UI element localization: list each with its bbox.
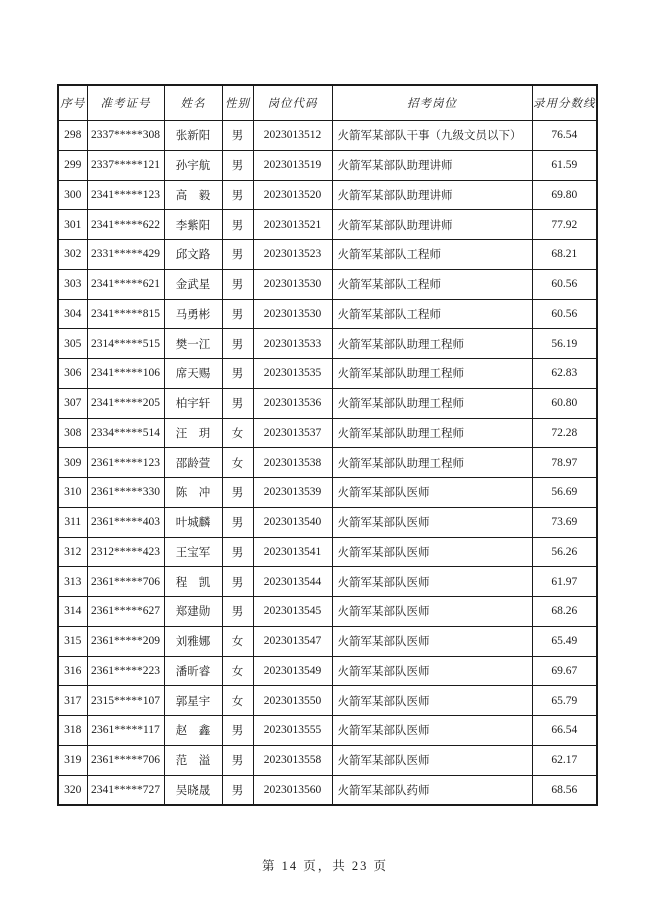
table-cell: 火箭军某部队药师 xyxy=(332,775,532,805)
table-cell: 女 xyxy=(222,418,253,448)
table-row xyxy=(58,745,597,775)
table-cell: 邵龄萱 xyxy=(164,448,222,478)
table-cell: 309 xyxy=(58,448,87,478)
table-cell: 汪 玥 xyxy=(164,418,222,448)
table-row xyxy=(58,656,597,686)
table-cell: 298 xyxy=(58,121,87,151)
table-cell: 69.80 xyxy=(532,180,597,210)
table-cell: 火箭军某部队助理工程师 xyxy=(332,418,532,448)
table-cell: 李紫阳 xyxy=(164,210,222,240)
table-cell: 男 xyxy=(222,269,253,299)
table-cell: 2314*****515 xyxy=(87,329,164,359)
table-cell: 男 xyxy=(222,745,253,775)
table-cell: 男 xyxy=(222,299,253,329)
table-cell: 火箭军某部队助理讲师 xyxy=(332,150,532,180)
table-cell: 高 毅 xyxy=(164,180,222,210)
table-cell: 316 xyxy=(58,656,87,686)
table-cell: 62.83 xyxy=(532,359,597,389)
score-table xyxy=(57,84,598,806)
table-row xyxy=(58,537,597,567)
table-cell: 2023013558 xyxy=(253,745,332,775)
table-cell: 火箭军某部队医师 xyxy=(332,478,532,508)
table-cell: 男 xyxy=(222,507,253,537)
table-row xyxy=(58,686,597,716)
table-cell: 火箭军某部队医师 xyxy=(332,745,532,775)
table-cell: 女 xyxy=(222,686,253,716)
table-cell: 火箭军某部队医师 xyxy=(332,626,532,656)
table-cell: 火箭军某部队干事（九级文员以下） xyxy=(332,121,532,151)
table-cell: 60.80 xyxy=(532,388,597,418)
table-cell: 邱文路 xyxy=(164,240,222,270)
table-cell: 2312*****423 xyxy=(87,537,164,567)
table-cell: 男 xyxy=(222,240,253,270)
table-cell: 62.17 xyxy=(532,745,597,775)
table-row xyxy=(58,418,597,448)
table-cell: 男 xyxy=(222,359,253,389)
table-cell: 2337*****308 xyxy=(87,121,164,151)
table-cell: 307 xyxy=(58,388,87,418)
table-cell: 火箭军某部队医师 xyxy=(332,537,532,567)
table-cell: 火箭军某部队助理讲师 xyxy=(332,210,532,240)
table-cell: 305 xyxy=(58,329,87,359)
table-cell: 潘昕睿 xyxy=(164,656,222,686)
table-cell: 304 xyxy=(58,299,87,329)
table-cell: 郑建勋 xyxy=(164,597,222,627)
table-row xyxy=(58,359,597,389)
table-cell: 60.56 xyxy=(532,269,597,299)
table-cell: 61.97 xyxy=(532,567,597,597)
table-cell: 2361*****123 xyxy=(87,448,164,478)
table-cell: 火箭军某部队工程师 xyxy=(332,240,532,270)
table-cell: 叶城麟 xyxy=(164,507,222,537)
table-cell: 68.56 xyxy=(532,775,597,805)
table-cell: 306 xyxy=(58,359,87,389)
table-cell: 2341*****106 xyxy=(87,359,164,389)
table-cell: 2341*****123 xyxy=(87,180,164,210)
table-cell: 范 溢 xyxy=(164,745,222,775)
table-cell: 男 xyxy=(222,716,253,746)
table-cell: 男 xyxy=(222,537,253,567)
table-cell: 女 xyxy=(222,626,253,656)
column-header: 序号 xyxy=(58,85,87,121)
table-cell: 2361*****627 xyxy=(87,597,164,627)
table-cell: 299 xyxy=(58,150,87,180)
table-cell: 刘雅娜 xyxy=(164,626,222,656)
table-cell: 女 xyxy=(222,656,253,686)
table-cell: 2023013555 xyxy=(253,716,332,746)
column-header: 招考岗位 xyxy=(332,85,532,121)
table-cell: 302 xyxy=(58,240,87,270)
table-row xyxy=(58,597,597,627)
table-cell: 火箭军某部队助理讲师 xyxy=(332,180,532,210)
page-footer: 第 14 页，共 23 页 xyxy=(261,859,388,873)
table-row xyxy=(58,240,597,270)
table-cell: 2334*****514 xyxy=(87,418,164,448)
table-cell: 男 xyxy=(222,597,253,627)
table-row xyxy=(58,150,597,180)
table-cell: 2023013520 xyxy=(253,180,332,210)
column-header: 准考证号 xyxy=(87,85,164,121)
table-cell: 火箭军某部队助理工程师 xyxy=(332,359,532,389)
table-row xyxy=(58,210,597,240)
table-row xyxy=(58,716,597,746)
table-cell: 火箭军某部队助理工程师 xyxy=(332,388,532,418)
table-cell: 300 xyxy=(58,180,87,210)
table-cell: 2023013539 xyxy=(253,478,332,508)
table-header xyxy=(58,85,597,121)
column-header: 姓名 xyxy=(164,85,222,121)
table-cell: 火箭军某部队医师 xyxy=(332,716,532,746)
table-cell: 2361*****706 xyxy=(87,745,164,775)
table-cell: 王宝军 xyxy=(164,537,222,567)
table-cell: 2361*****117 xyxy=(87,716,164,746)
table-cell: 席天赐 xyxy=(164,359,222,389)
table-cell: 樊一江 xyxy=(164,329,222,359)
table-row xyxy=(58,478,597,508)
table-row xyxy=(58,626,597,656)
table-cell: 2023013523 xyxy=(253,240,332,270)
table-cell: 76.54 xyxy=(532,121,597,151)
table-cell: 火箭军某部队医师 xyxy=(332,686,532,716)
table-cell: 66.54 xyxy=(532,716,597,746)
table-cell: 2023013540 xyxy=(253,507,332,537)
table-cell: 2341*****727 xyxy=(87,775,164,805)
table-cell: 男 xyxy=(222,121,253,151)
table-cell: 2315*****107 xyxy=(87,686,164,716)
table-cell: 孙宇航 xyxy=(164,150,222,180)
table-cell: 56.69 xyxy=(532,478,597,508)
table-cell: 2023013519 xyxy=(253,150,332,180)
table-cell: 312 xyxy=(58,537,87,567)
table-cell: 2361*****706 xyxy=(87,567,164,597)
table-row xyxy=(58,775,597,805)
table-cell: 火箭军某部队医师 xyxy=(332,507,532,537)
table-cell: 男 xyxy=(222,388,253,418)
table-cell: 2023013544 xyxy=(253,567,332,597)
table-cell: 2341*****815 xyxy=(87,299,164,329)
table-cell: 2023013537 xyxy=(253,418,332,448)
table-cell: 2361*****330 xyxy=(87,478,164,508)
table-cell: 69.67 xyxy=(532,656,597,686)
table-body xyxy=(58,121,597,806)
column-header: 岗位代码 xyxy=(253,85,332,121)
table-cell: 马勇彬 xyxy=(164,299,222,329)
table-cell: 火箭军某部队医师 xyxy=(332,597,532,627)
table-cell: 68.26 xyxy=(532,597,597,627)
table-cell: 2023013547 xyxy=(253,626,332,656)
table-cell: 319 xyxy=(58,745,87,775)
table-row xyxy=(58,329,597,359)
table-cell: 313 xyxy=(58,567,87,597)
table-cell: 柏宇轩 xyxy=(164,388,222,418)
table-cell: 2341*****621 xyxy=(87,269,164,299)
table-row xyxy=(58,448,597,478)
table-cell: 男 xyxy=(222,775,253,805)
table-cell: 56.19 xyxy=(532,329,597,359)
table-cell: 火箭军某部队工程师 xyxy=(332,299,532,329)
table-cell: 2023013536 xyxy=(253,388,332,418)
table-cell: 2023013512 xyxy=(253,121,332,151)
table-cell: 318 xyxy=(58,716,87,746)
table-cell: 火箭军某部队医师 xyxy=(332,656,532,686)
table-cell: 2023013535 xyxy=(253,359,332,389)
table-cell: 2023013533 xyxy=(253,329,332,359)
table-row xyxy=(58,180,597,210)
table-cell: 77.92 xyxy=(532,210,597,240)
table-cell: 男 xyxy=(222,567,253,597)
table-cell: 男 xyxy=(222,329,253,359)
table-cell: 2023013550 xyxy=(253,686,332,716)
table-cell: 2023013541 xyxy=(253,537,332,567)
table-cell: 男 xyxy=(222,210,253,240)
table-cell: 程 凯 xyxy=(164,567,222,597)
table-cell: 65.49 xyxy=(532,626,597,656)
table-cell: 2361*****403 xyxy=(87,507,164,537)
table-row xyxy=(58,269,597,299)
table-cell: 2023013530 xyxy=(253,269,332,299)
table-cell: 65.79 xyxy=(532,686,597,716)
table-cell: 郭星宇 xyxy=(164,686,222,716)
table-cell: 金武星 xyxy=(164,269,222,299)
table-cell: 赵 鑫 xyxy=(164,716,222,746)
column-header: 性别 xyxy=(222,85,253,121)
table-cell: 314 xyxy=(58,597,87,627)
table-cell: 2341*****205 xyxy=(87,388,164,418)
table-cell: 320 xyxy=(58,775,87,805)
table-cell: 吴晓晟 xyxy=(164,775,222,805)
table-cell: 303 xyxy=(58,269,87,299)
table-row xyxy=(58,507,597,537)
table-cell: 56.26 xyxy=(532,537,597,567)
table-cell: 2023013538 xyxy=(253,448,332,478)
table-cell: 女 xyxy=(222,448,253,478)
table-cell: 60.56 xyxy=(532,299,597,329)
table-cell: 72.28 xyxy=(532,418,597,448)
header-row xyxy=(58,85,597,121)
table-cell: 68.21 xyxy=(532,240,597,270)
table-cell: 2023013549 xyxy=(253,656,332,686)
table-cell: 2023013530 xyxy=(253,299,332,329)
table-cell: 310 xyxy=(58,478,87,508)
table-cell: 火箭军某部队助理工程师 xyxy=(332,448,532,478)
table-cell: 2337*****121 xyxy=(87,150,164,180)
table-cell: 张新阳 xyxy=(164,121,222,151)
table-cell: 火箭军某部队助理工程师 xyxy=(332,329,532,359)
table-cell: 73.69 xyxy=(532,507,597,537)
table-cell: 2331*****429 xyxy=(87,240,164,270)
table-row xyxy=(58,388,597,418)
table-row xyxy=(58,299,597,329)
table-cell: 男 xyxy=(222,478,253,508)
table-row xyxy=(58,567,597,597)
table-row xyxy=(58,121,597,151)
table-cell: 陈 冲 xyxy=(164,478,222,508)
table-cell: 78.97 xyxy=(532,448,597,478)
table-cell: 2361*****223 xyxy=(87,656,164,686)
table-cell: 火箭军某部队工程师 xyxy=(332,269,532,299)
table-cell: 2023013560 xyxy=(253,775,332,805)
table-cell: 男 xyxy=(222,150,253,180)
table-cell: 男 xyxy=(222,180,253,210)
table-cell: 308 xyxy=(58,418,87,448)
table-cell: 317 xyxy=(58,686,87,716)
table-cell: 61.59 xyxy=(532,150,597,180)
table-cell: 311 xyxy=(58,507,87,537)
table-cell: 2023013545 xyxy=(253,597,332,627)
table-cell: 2341*****622 xyxy=(87,210,164,240)
table-cell: 2023013521 xyxy=(253,210,332,240)
table-cell: 2361*****209 xyxy=(87,626,164,656)
table-cell: 315 xyxy=(58,626,87,656)
column-header: 录用分数线 xyxy=(532,85,597,121)
table-cell: 301 xyxy=(58,210,87,240)
table-cell: 火箭军某部队医师 xyxy=(332,567,532,597)
